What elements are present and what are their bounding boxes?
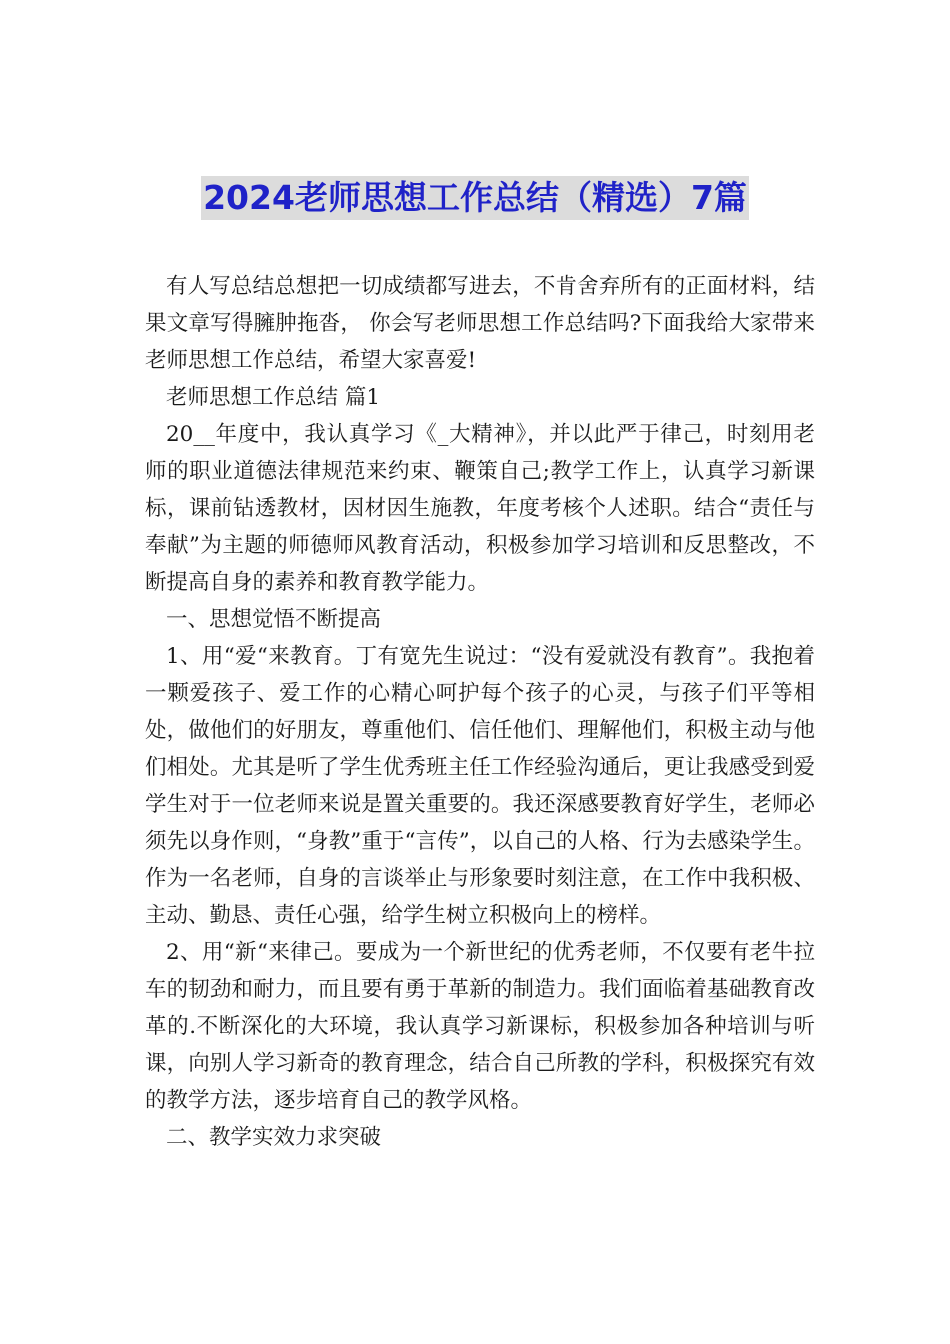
body-paragraph: 2、用“新“来律己。要成为一个新世纪的优秀老师，不仅要有老牛拉车的韧劲和耐力，而且要有勇于革新的制造力。我们面临着基础教育改革的.不断深化的大环境，我认真学习新课标，积极参加各种培训与听课，向别人学习新奇的教育理念，结合自己所教的学科，积极探究有效的教学方法，逐步培育自己的教学风格。 xyxy=(145,940,815,1113)
section-heading: 二、教学实效力求突破 xyxy=(166,1125,382,1150)
intro-paragraph: 有人写总结总想把一切成绩都写进去，不肯舍弃所有的正面材料，结果文章写得臃肿拖沓， 你会写老师思想工作总结吗?下面我给大家带来老师思想工作总结，希望大家喜爱! xyxy=(145,274,815,373)
section-heading: 一、思想觉悟不断提高 xyxy=(166,607,382,632)
document-title: 2024老师思想工作总结（精选）7篇 xyxy=(201,176,749,220)
body-paragraph: 1、用“爱“来教育。丁有宽先生说过：“没有爱就没有教育”。我抱着一颗爱孩子、爱工作的心精心呵护每个孩子的心灵，与孩子们平等相处，做他们的好朋友，尊重他们、信任他们、理解他们，积极主动与他们相处。尤其是听了学生优秀班主任工作经验沟通后，更让我感受到爱学生对于一位老师来说是置关重要的。我还深感要教育好学生，老师必须先以身作则，“身教”重于“言传”，以自己的人格、行为去感染学生。作为一名老师，自身的言谈举止与形象要时刻注意，在工作中我积极、主动、勤恳、责任心强，给学生树立积极向上的榜样。 xyxy=(145,644,815,928)
document-body xyxy=(145,268,815,1156)
body-paragraph: 20__年度中，我认真学习《_大精神》，并以此严于律己，时刻用老师的职业道德法律规范来约束、鞭策自己;教学工作上，认真学习新课标，课前钻透教材，因材因生施教，年度考核个人述职。结合“责任与奉献”为主题的师德师风教育活动，积极参加学习培训和反思整改，不断提高自身的素养和教育教学能力。 xyxy=(145,422,815,595)
section-heading: 老师思想工作总结 篇1 xyxy=(166,385,381,410)
title-container xyxy=(0,176,950,220)
